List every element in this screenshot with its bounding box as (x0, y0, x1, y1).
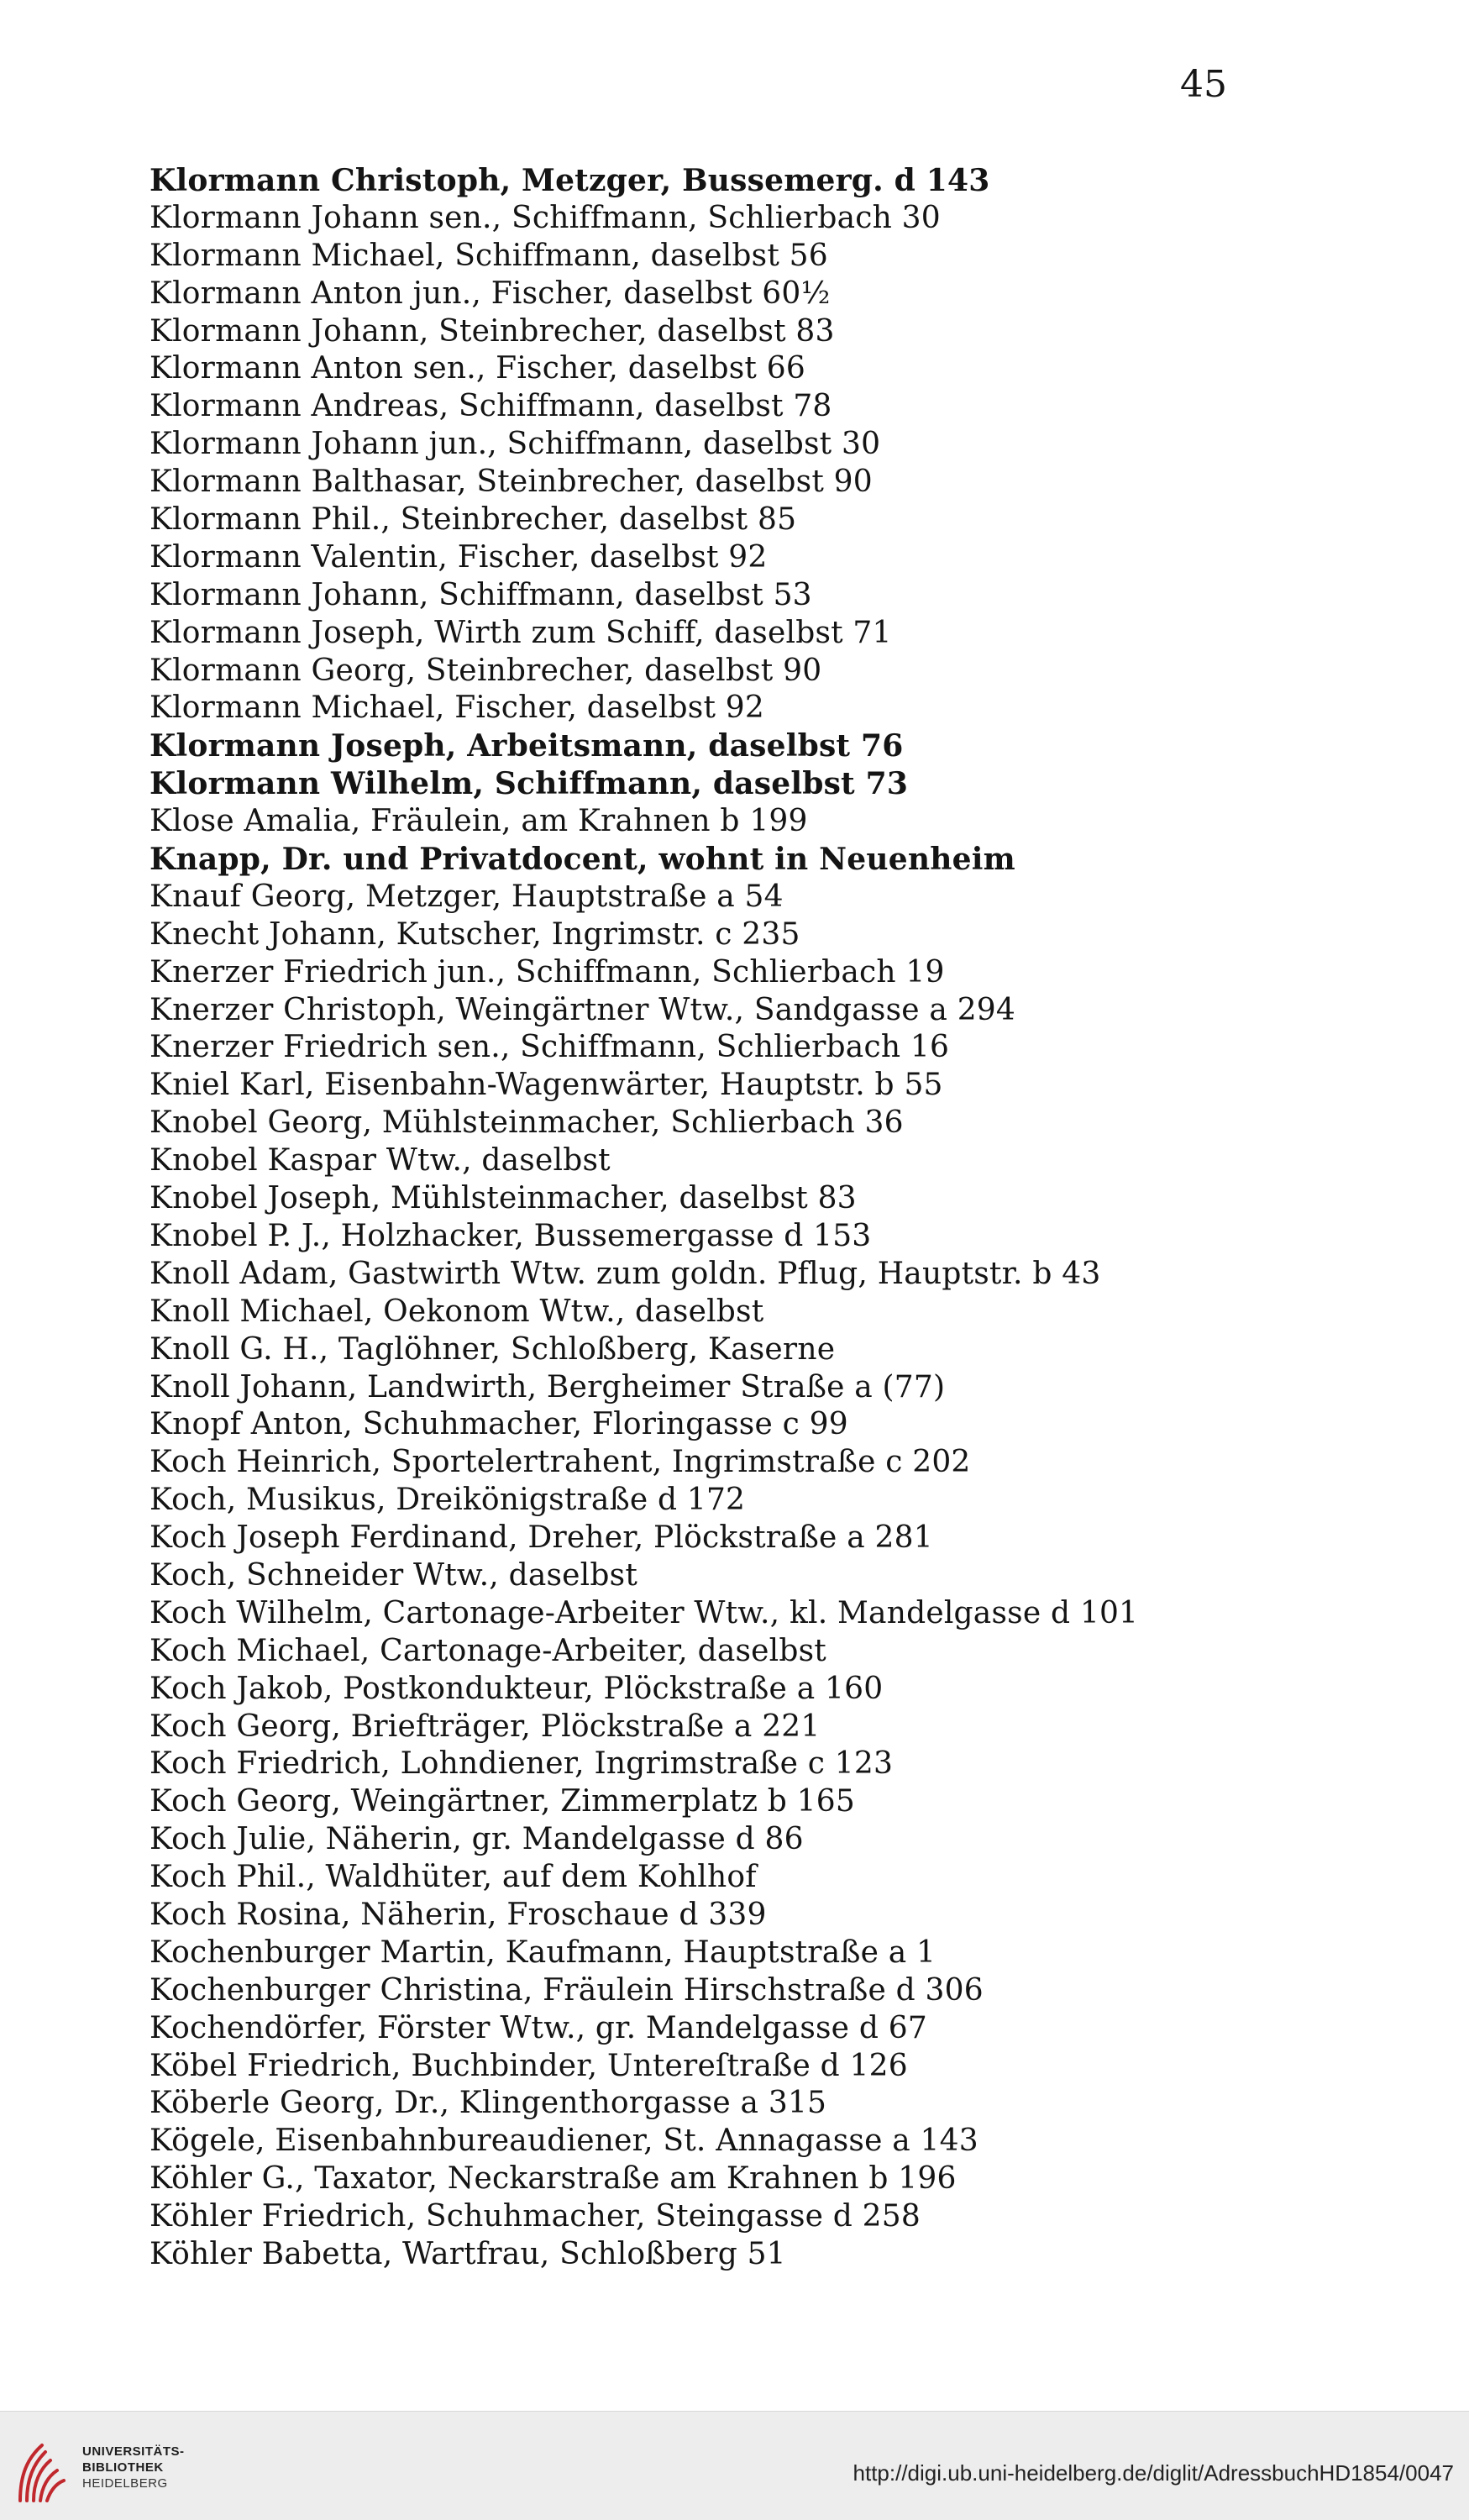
directory-entry: Köhler Babetta, Wartfrau, Schloßberg 51 (150, 2236, 786, 2271)
directory-entry: Knauf Georg, Metzger, Hauptstraße a 54 (150, 879, 784, 914)
directory-entry: Knobel P. J., Holzhacker, Bussemergasse d 153 (150, 1218, 872, 1253)
directory-entry: Koch Heinrich, Sportelertrahent, Ingrimstraße c 202 (150, 1445, 971, 1480)
directory-entry: Knopf Anton, Schuhmacher, Floringasse c 99 (150, 1407, 848, 1442)
institution-line-1: UNIVERSITÄTS- (82, 2444, 185, 2459)
directory-entry: Knerzer Friedrich sen., Schiffmann, Schlierbach 16 (150, 1030, 950, 1065)
institution-line-2: BIBLIOTHEK (82, 2460, 164, 2475)
directory-entry: Koch Friedrich, Lohndiener, Ingrimstraße c 123 (150, 1746, 894, 1782)
directory-entry: Knobel Joseph, Mühlsteinmacher, daselbst 83 (150, 1181, 857, 1216)
directory-entry: Klormann Joseph, Arbeitsmann, daselbst 76 (150, 728, 904, 764)
directory-entry: Klormann Johann sen., Schiffmann, Schlierbach 30 (150, 200, 941, 235)
institution-name (82, 2444, 185, 2491)
directory-entry: Köhler G., Taxator, Neckarstraße am Krahnen b 196 (150, 2161, 957, 2197)
directory-entry: Klose Amalia, Fräulein, am Krahnen b 199 (150, 804, 808, 839)
directory-entry: Klormann Phil., Steinbrecher, daselbst 85 (150, 502, 797, 538)
directory-entry: Koch Joseph Ferdinand, Dreher, Plöckstraße a 281 (150, 1520, 933, 1556)
directory-entry: Klormann Michael, Schiffmann, daselbst 56 (150, 238, 828, 273)
directory-entry: Knecht Johann, Kutscher, Ingrimstr. c 235 (150, 916, 800, 952)
directory-entry: Klormann Georg, Steinbrecher, daselbst 90 (150, 653, 822, 688)
directory-entry: Koch, Musikus, Dreikönigstraße d 172 (150, 1483, 746, 1518)
directory-entry: Knerzer Christoph, Weingärtner Wtw., Sandgasse a 294 (150, 992, 1016, 1027)
directory-entry: Klormann Anton sen., Fischer, daselbst 66 (150, 351, 805, 386)
directory-entry: Knoll Adam, Gastwirth Wtw. zum goldn. Pflug, Hauptstr. b 43 (150, 1256, 1101, 1291)
directory-entry: Klormann Wilhelm, Schiffmann, daselbst 73 (150, 766, 909, 802)
directory-entry: Koch Phil., Waldhüter, auf dem Kohlhof (150, 1860, 757, 1895)
source-url[interactable]: http://digi.ub.uni-heidelberg.de/diglit/AdressbuchHD1854/0047 (853, 2460, 1454, 2486)
directory-entries (150, 162, 1325, 2274)
directory-entry: Klormann Michael, Fischer, daselbst 92 (150, 690, 764, 726)
directory-entry: Klormann Johann, Schiffmann, daselbst 53 (150, 577, 812, 612)
directory-entry: Koch Wilhelm, Cartonage-Arbeiter Wtw., kl. Mandelgasse d 101 (150, 1595, 1139, 1630)
directory-entry: Knobel Kaspar Wtw., daselbst (150, 1143, 611, 1179)
directory-entry: Klormann Christoph, Metzger, Bussemerg. d 143 (150, 163, 990, 198)
directory-entry: Knoll G. H., Taglöhner, Schloßberg, Kaserne (150, 1331, 836, 1367)
directory-entry: Kochenburger Christina, Fräulein Hirschstraße d 306 (150, 1972, 984, 2008)
directory-entry: Koch, Schneider Wtw., daselbst (150, 1557, 637, 1593)
directory-entry: Koch Julie, Näherin, gr. Mandelgasse d 86 (150, 1822, 804, 1857)
directory-entry: Klormann Johann, Steinbrecher, daselbst 83 (150, 313, 835, 349)
page-number: 45 (1180, 63, 1227, 106)
directory-entry: Klormann Balthasar, Steinbrecher, daselbst 90 (150, 465, 873, 500)
directory-entry: Köhler Friedrich, Schuhmacher, Steingasse d 258 (150, 2199, 921, 2234)
directory-entry: Klormann Joseph, Wirth zum Schiff, daselbst 71 (150, 615, 892, 650)
viewer-footer (0, 2411, 1469, 2520)
directory-entry: Köberle Georg, Dr., Klingenthorgasse a 315 (150, 2086, 827, 2121)
directory-entry: Knoll Michael, Oekonom Wtw., daselbst (150, 1294, 764, 1329)
directory-entry: Knapp, Dr. und Privatdocent, wohnt in Neuenheim (150, 842, 1015, 878)
directory-entry: Knobel Georg, Mühlsteinmacher, Schlierbach 36 (150, 1105, 904, 1141)
directory-entry: Koch Georg, Weingärtner, Zimmerplatz b 165 (150, 1784, 855, 1819)
directory-entry: Koch Georg, Briefträger, Plöckstraße a 221 (150, 1709, 821, 1744)
directory-entry: Kniel Karl, Eisenbahn-Wagenwärter, Hauptstr. b 55 (150, 1068, 943, 1103)
university-library-logo (15, 2442, 69, 2502)
directory-entry: Knoll Johann, Landwirth, Bergheimer Straße a (77) (150, 1369, 946, 1404)
directory-entry: Knerzer Friedrich jun., Schiffmann, Schlierbach 19 (150, 954, 945, 990)
directory-entry: Klormann Andreas, Schiffmann, daselbst 78 (150, 389, 832, 424)
directory-entry: Kögele, Eisenbahnbureaudiener, St. Annagasse a 143 (150, 2124, 978, 2159)
directory-entry: Koch Michael, Cartonage-Arbeiter, daselbst (150, 1633, 826, 1668)
directory-entry: Klormann Johann jun., Schiffmann, daselbst 30 (150, 427, 881, 462)
directory-entry: Klormann Anton jun., Fischer, daselbst 60½ (150, 276, 831, 311)
directory-entry: Koch Rosina, Näherin, Froschaue d 339 (150, 1897, 767, 1932)
institution-line-3: HEIDELBERG (82, 2476, 168, 2491)
directory-entry: Kochendörfer, Förster Wtw., gr. Mandelgasse d 67 (150, 2010, 927, 2045)
directory-entry: Klormann Valentin, Fischer, daselbst 92 (150, 539, 768, 575)
directory-entry: Köbel Friedrich, Buchbinder, Untereſtraße d 126 (150, 2048, 908, 2083)
directory-entry: Koch Jakob, Postkondukteur, Plöckstraße a 160 (150, 1671, 884, 1706)
directory-entry: Kochenburger Martin, Kaufmann, Hauptstraße a 1 (150, 1935, 936, 1970)
